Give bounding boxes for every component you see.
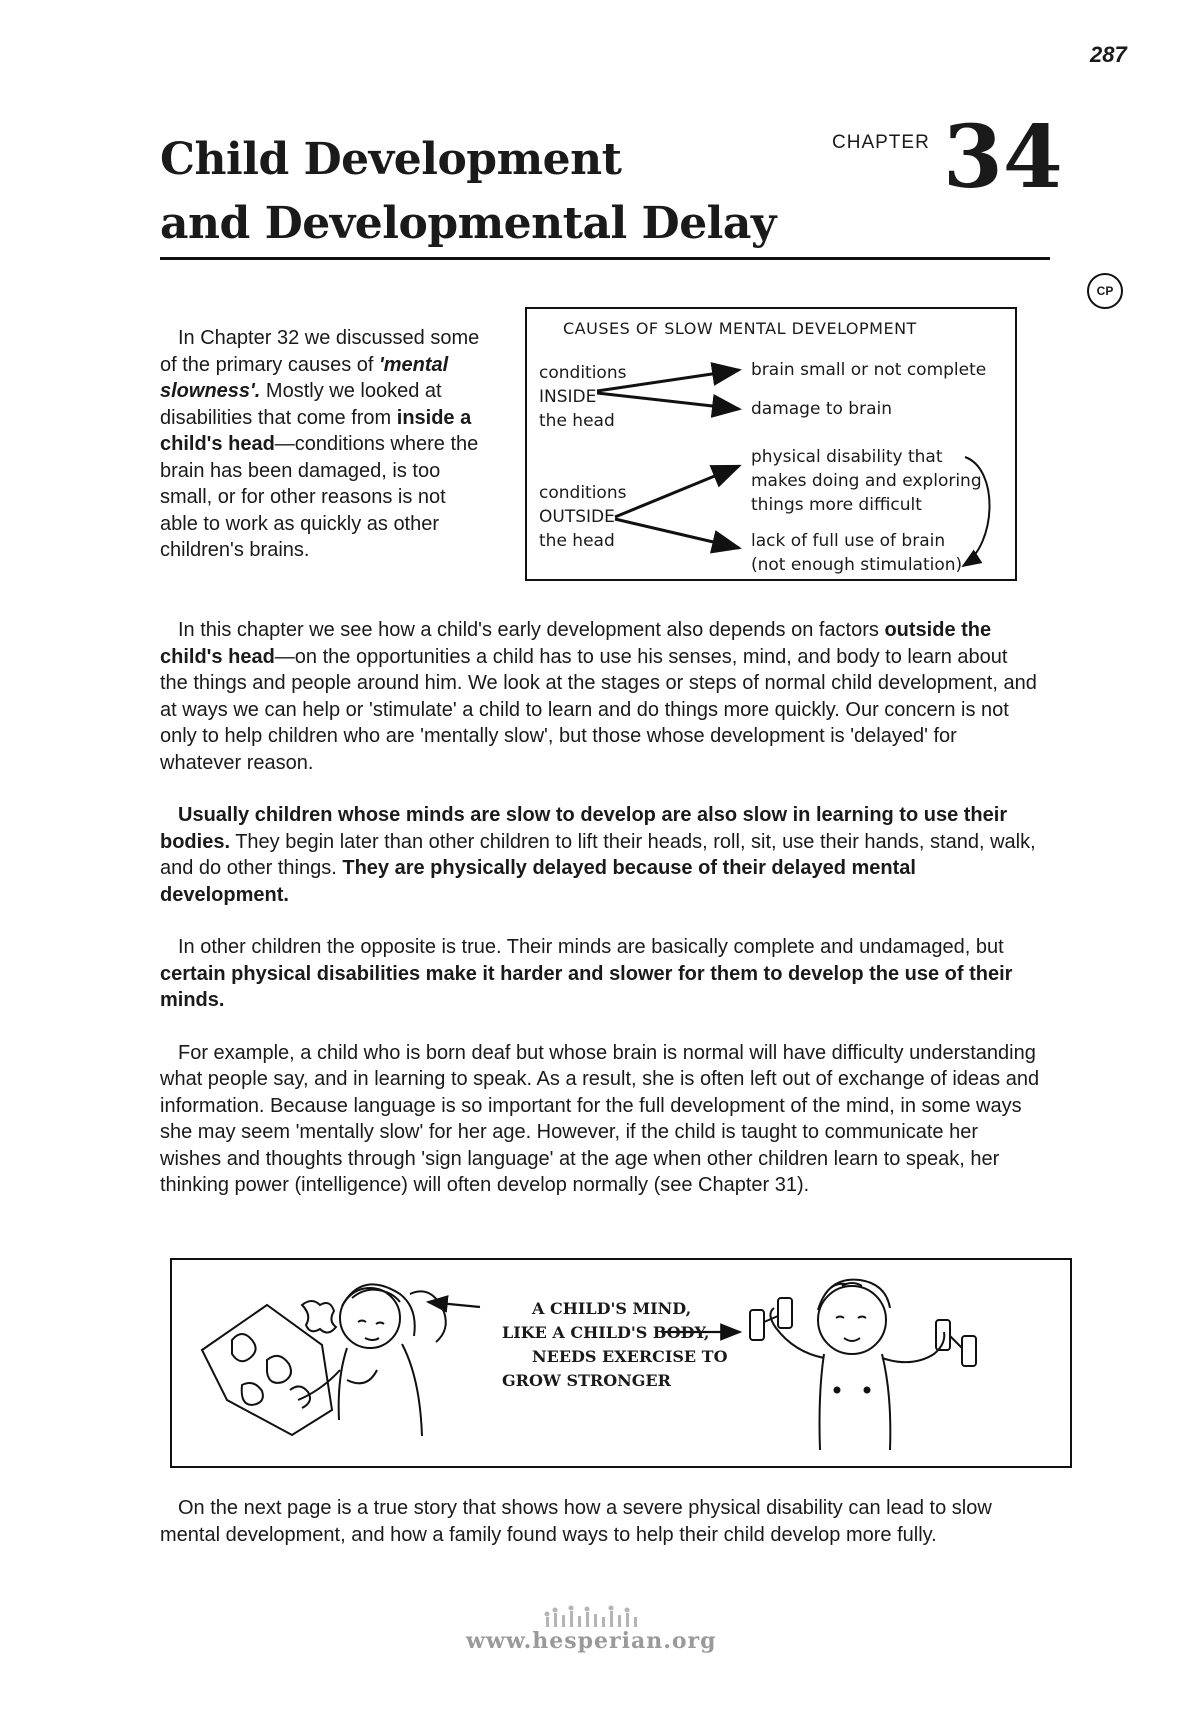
puzzle-girl-drawing [202,1284,446,1436]
physical-line1: physical disability that [751,447,943,467]
main-body [160,617,1040,1225]
inside-label-line3: the head [539,411,615,431]
intro-emphasis-mental-slowness: 'mental slowness'. [160,353,449,402]
p2-bold-a: Usually children whose minds are slow to develop are also slow in learning to use their bodies. [160,804,1008,853]
result-brain-small: brain small or not complete [751,360,987,380]
title-line-1: Child Development [160,134,622,185]
outside-label-line3: the head [539,531,615,551]
result-physical-disability [751,445,982,517]
arrow-to-girl [428,1302,480,1307]
inside-label-line1: conditions [539,363,627,383]
caption-line4: GROW STRONGER [502,1371,671,1390]
p1-text-c: —on the opportunities a child has to use his senses, mind, and body to learn about the things and people around him. We look at the stages or steps of normal child development, and at ways we can help or 'stimulate' a child to learn and do things more quickly. Our concern is not only to help children who are 'mentally slow', but those whose development is 'delayed' for whatever reason. [160,645,1037,774]
physical-line2: makes doing and exploring [751,471,982,491]
intro-text-3: Mostly we looked at disabilities that come from [160,380,442,429]
inside-label-line2: INSIDE [539,387,597,407]
inside-label [539,361,626,433]
illustration-caption [502,1297,728,1393]
intro-bold-inside-head: inside a child's head [160,406,472,455]
lack-line1: lack of full use of brain [751,531,946,551]
footer-url[interactable]: www.hesperian.org [466,1628,717,1654]
chapter-title [160,128,776,256]
intro-text-1: In Chapter 32 we discussed some of the primary causes of [160,327,480,376]
title-divider [160,257,1050,260]
chapter-label: CHAPTER [832,132,930,153]
p3-bold-b: certain physical disabilities make it harder and slower for them to develop the use of their minds. [160,962,1013,1011]
cp-badge: CP [1087,273,1123,309]
p1-bold-outside-head: outside the child's head [160,619,992,668]
outside-label-line1: conditions [539,483,627,503]
lack-line2: (not enough stimulation) [751,555,963,575]
intro-text-5: —conditions where the brain has been damaged, is too small, or for other reasons is not able to work as quickly as other children's brains. [160,433,479,561]
result-lack-of-brain-use [751,529,962,577]
people-silhouettes [545,1606,638,1628]
paragraph-physical-delay [160,802,1040,908]
closing-text: On the next page is a true story that shows how a severe physical disability can lead to slow mental development, and how a family found ways to help their child develop more fully. [160,1497,992,1546]
title-line-2: and Developmental Delay [160,198,776,249]
paragraph-opposite [160,934,1040,1014]
p3-text-a: In other children the opposite is true. Their minds are basically complete and undamaged, but [178,936,1004,958]
caption-line2: LIKE A CHILD'S BODY, [502,1323,710,1342]
arrow-outside-to-physical [615,466,739,517]
paragraph-deaf-example: For example, a child who is born deaf but whose brain is normal will have difficulty understanding what people say, and in learning to speak. As a result, she is often left out of exchange of ideas and information. Because language is so important for the full development of the mind, in some ways she may seem 'mentally slow' for her age. However, if the child is taught to communicate her wishes and thoughts through 'sign language' at the age when other children learn to speak, her thinking power (intelligence) will often develop normally (see Chapter 31). [160,1041,1040,1196]
caption-line3: NEEDS EXERCISE TO [532,1347,728,1366]
arrow-outside-to-lack [615,519,739,548]
intro-paragraph [160,325,480,564]
page-number: 287 [1090,42,1127,67]
causes-diagram [525,307,1017,581]
chapter-number: 34 [943,107,1063,208]
paragraph-outside-head [160,617,1040,776]
closing-paragraph [160,1495,1040,1548]
illustration-box [170,1258,1072,1468]
outside-label-line2: OUTSIDE [539,507,615,527]
p2-bold-c: They are physically delayed because of their delayed mental development. [160,857,916,906]
outside-label [539,481,626,553]
diagram-title: CAUSES OF SLOW MENTAL DEVELOPMENT [563,319,917,338]
result-damage: damage to brain [751,399,893,419]
p2-text-b: They begin later than other children to lift their heads, roll, sit, use their hands, stand, walk, and do other things. [160,830,1036,879]
p1-text-a: In this chapter we see how a child's early development also depends on factors [178,619,885,641]
dumbbell-boy-drawing [750,1280,976,1450]
caption-line1: A CHILD'S MIND, [532,1299,692,1318]
physical-line3: things more difficult [751,495,922,515]
